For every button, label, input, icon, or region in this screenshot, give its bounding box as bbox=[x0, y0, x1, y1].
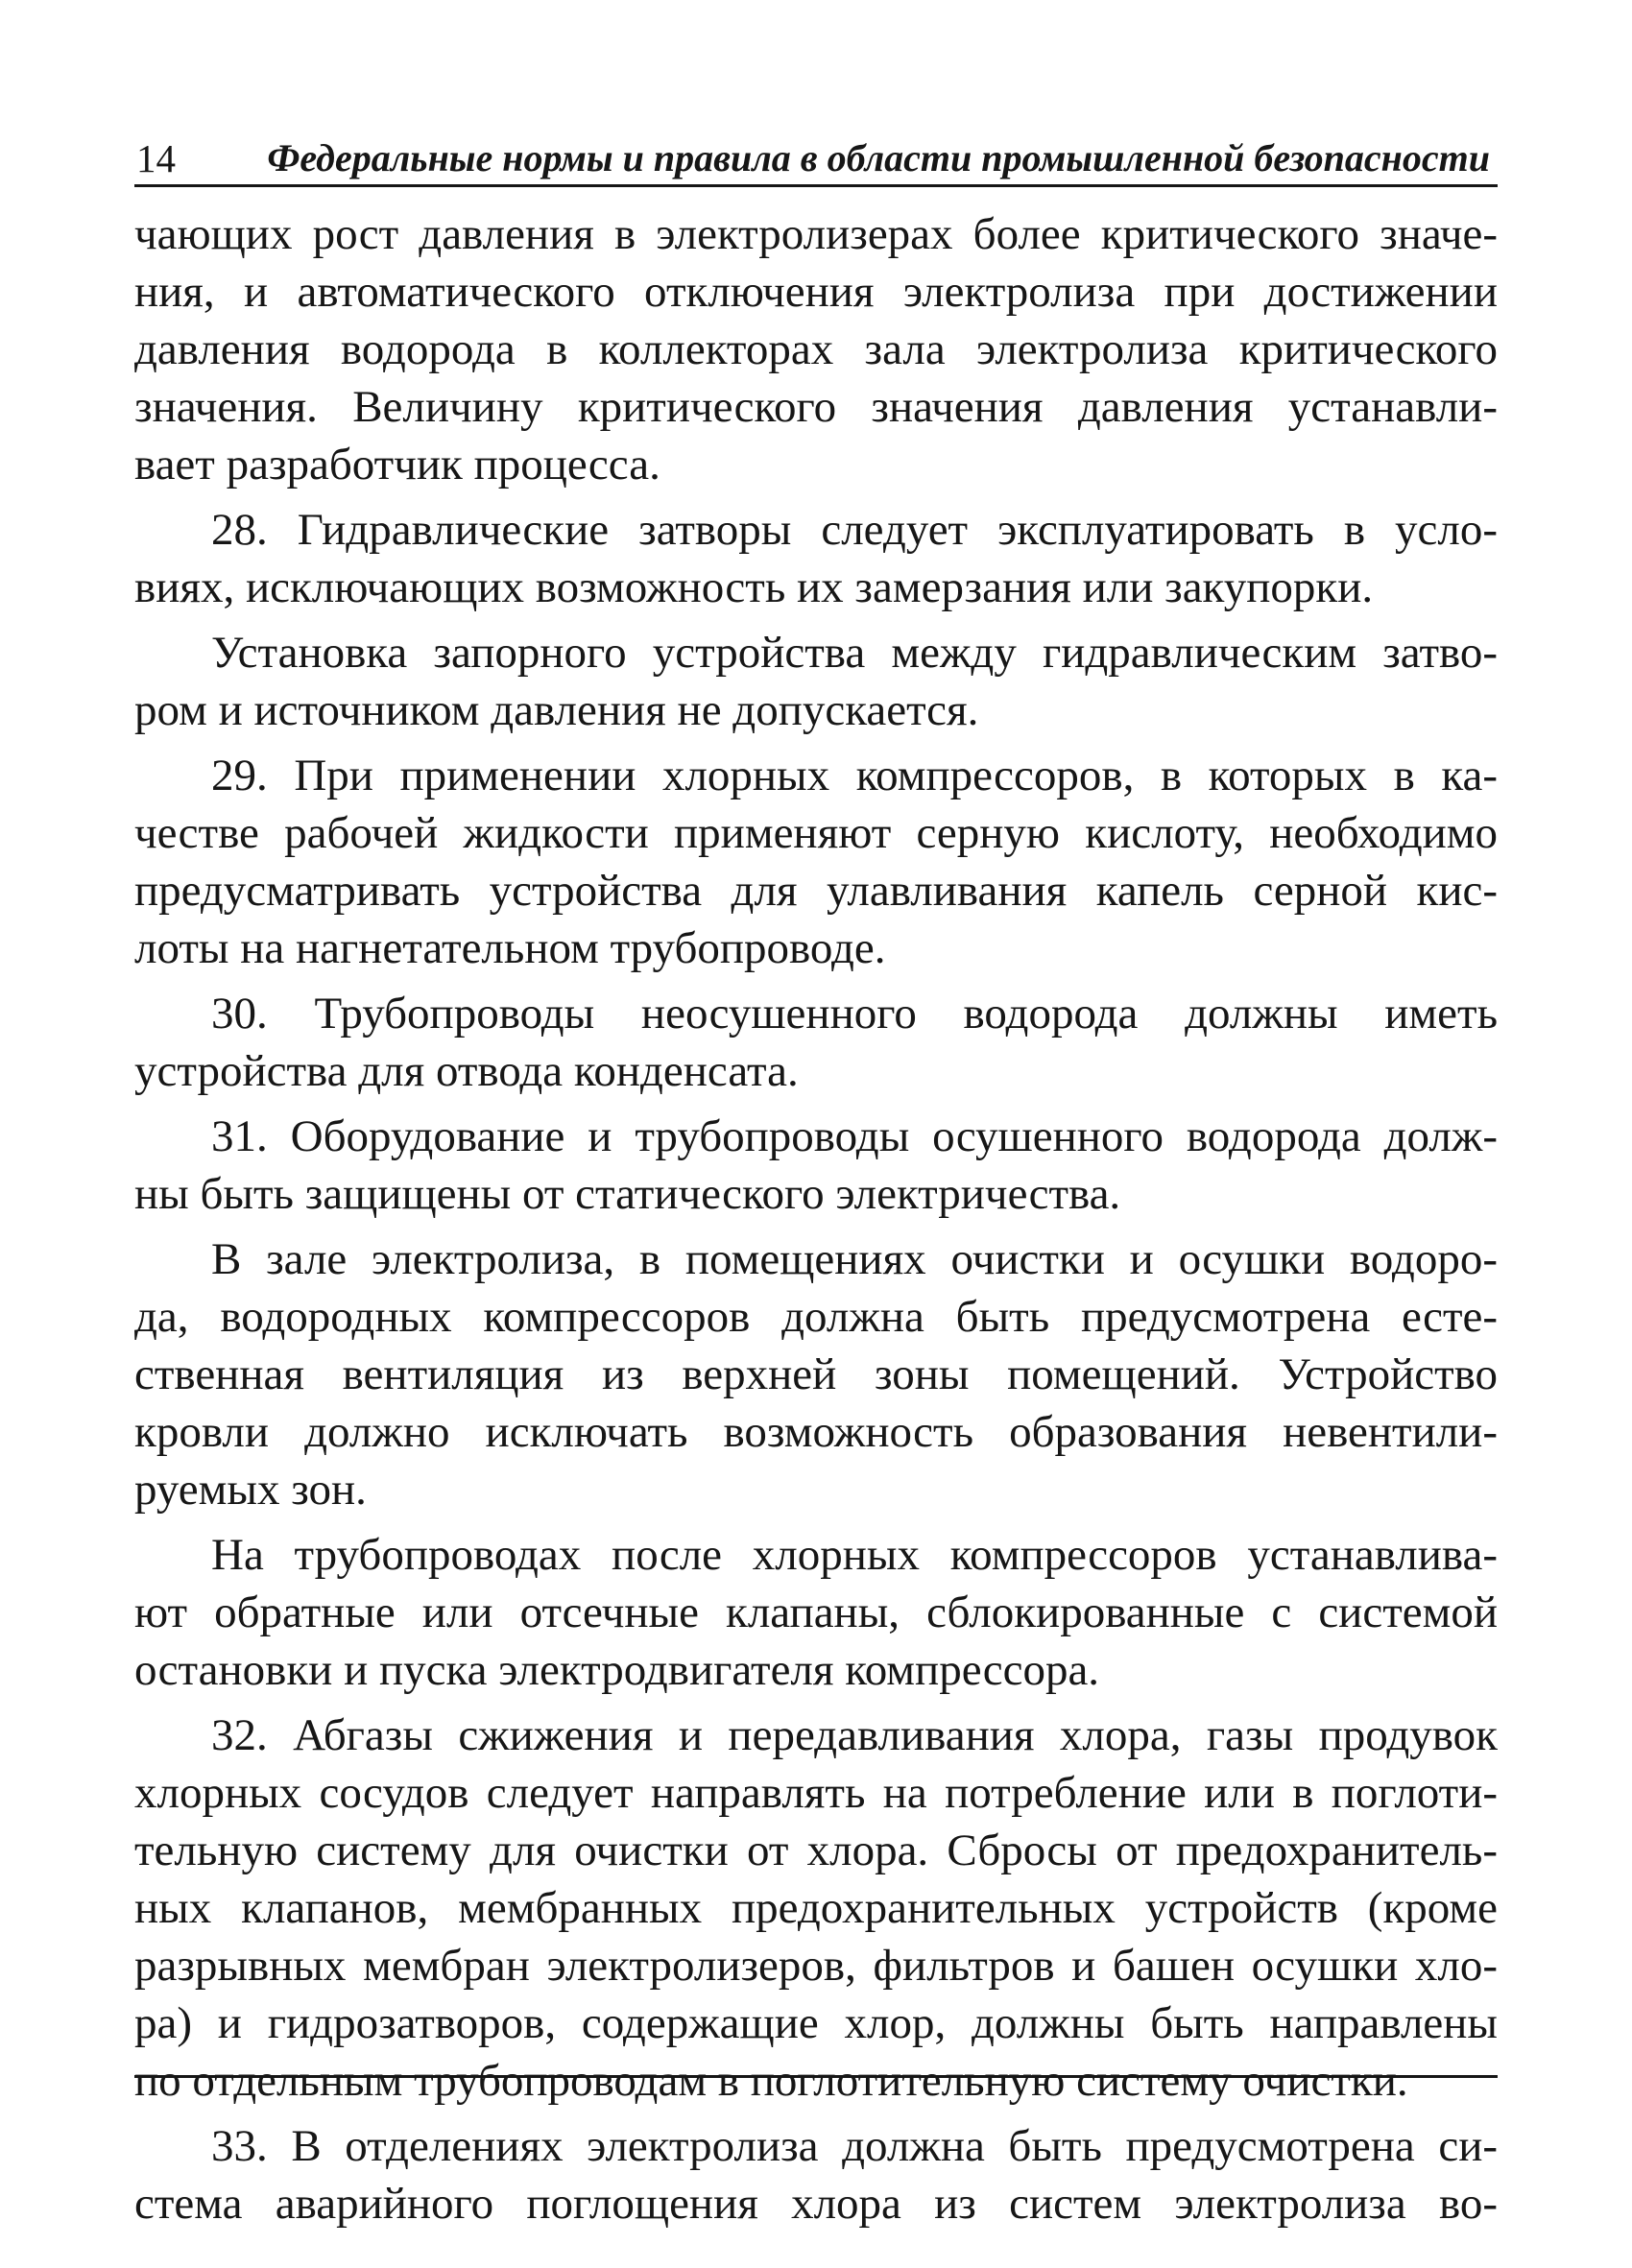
body-text bbox=[134, 205, 1498, 2240]
paragraph-item-28 bbox=[134, 501, 1498, 616]
paragraph-item-33 bbox=[134, 2117, 1498, 2232]
text-line: виях, исключающих возможность их замерзания или закупорки. bbox=[134, 562, 1374, 612]
text-line: тельную систему для очистки от хлора. Сбросы от предохранитель- bbox=[134, 1826, 1498, 1875]
text-line: ных клапанов, мембранных предохранительных устройств (кроме bbox=[134, 1883, 1498, 1933]
text-line: В зале электролиза, в помещениях очистки и осушки водоро- bbox=[211, 1234, 1498, 1284]
paragraph-item-30 bbox=[134, 985, 1498, 1100]
footer-rule bbox=[134, 2075, 1498, 2078]
text-line: 28. Гидравлические затворы следует эксплуатировать в усло- bbox=[211, 505, 1498, 555]
text-line: да, водородных компрессоров должна быть предусмотрена есте- bbox=[134, 1292, 1498, 1342]
text-line: 31. Оборудование и трубопроводы осушенного водорода долж- bbox=[211, 1111, 1498, 1161]
paragraph bbox=[134, 205, 1498, 493]
text-line: 32. Абгазы сжижения и передавливания хлора, газы продувок bbox=[211, 1710, 1498, 1760]
text-line: 33. В отделениях электролиза должна быть предусмотрена си- bbox=[211, 2121, 1498, 2171]
text-line: хлорных сосудов следует направлять на потребление или в поглоти- bbox=[134, 1768, 1498, 1818]
text-line: ра) и гидрозатворов, содержащие хлор, должны быть направлены bbox=[134, 1998, 1498, 2048]
paragraph-item-31 bbox=[134, 1108, 1498, 1223]
text-line: давления водорода в коллекторах зала электролиза критического bbox=[134, 324, 1498, 374]
text-line: лоты на нагнетательном трубопроводе. bbox=[134, 923, 886, 973]
paragraph bbox=[134, 624, 1498, 739]
text-line: ния, и автоматического отключения электролиза при достижении bbox=[134, 267, 1498, 317]
text-line: вает разработчик процесса. bbox=[134, 440, 660, 489]
paragraph bbox=[134, 1230, 1498, 1518]
text-line: 29. При применении хлорных компрессоров, в которых в ка- bbox=[211, 751, 1498, 800]
text-line: остановки и пуска электродвигателя компрессора. bbox=[134, 1645, 1100, 1695]
page-header bbox=[134, 134, 1498, 187]
text-line: кровли должно исключать возможность образования невентили- bbox=[134, 1407, 1498, 1457]
text-line: устройства для отвода конденсата. bbox=[134, 1046, 799, 1096]
text-line: предусматривать устройства для улавливания капель серной кис- bbox=[134, 866, 1498, 916]
text-line: значения. Величину критического значения давления устанавли- bbox=[134, 382, 1498, 432]
text-line: Установка запорного устройства между гидравлическим затво- bbox=[211, 628, 1498, 678]
text-line: чающих рост давления в электролизерах более критического значе- bbox=[134, 209, 1498, 259]
text-line: по отдельным трубопроводам в поглотительную систему очистки. bbox=[134, 2056, 1408, 2106]
text-line: ственная вентиляция из верхней зоны помещений. Устройство bbox=[134, 1349, 1498, 1399]
text-line: 30. Трубопроводы неосушенного водорода должны иметь bbox=[211, 989, 1498, 1039]
text-line: разрывных мембран электролизеров, фильтров и башен осушки хло- bbox=[134, 1941, 1498, 1991]
paragraph-item-32 bbox=[134, 1707, 1498, 2110]
text-line: На трубопроводах после хлорных компрессоров устанавлива- bbox=[211, 1530, 1498, 1580]
text-line: руемых зон. bbox=[134, 1465, 367, 1515]
page-number: 14 bbox=[136, 136, 176, 180]
text-line: стема аварийного поглощения хлора из систем электролиза во- bbox=[134, 2179, 1498, 2229]
running-title: Федеральные нормы и правила в области промышленной безопасности bbox=[267, 136, 1490, 179]
text-line: ром и источником давления не допускается. bbox=[134, 685, 979, 735]
paragraph-item-29 bbox=[134, 747, 1498, 977]
text-line: ны быть защищены от статического электричества. bbox=[134, 1169, 1121, 1219]
text-line: честве рабочей жидкости применяют серную кислоту, необходимо bbox=[134, 808, 1498, 858]
text-line: ют обратные или отсечные клапаны, сблокированные с системой bbox=[134, 1588, 1498, 1637]
paragraph bbox=[134, 1526, 1498, 1699]
